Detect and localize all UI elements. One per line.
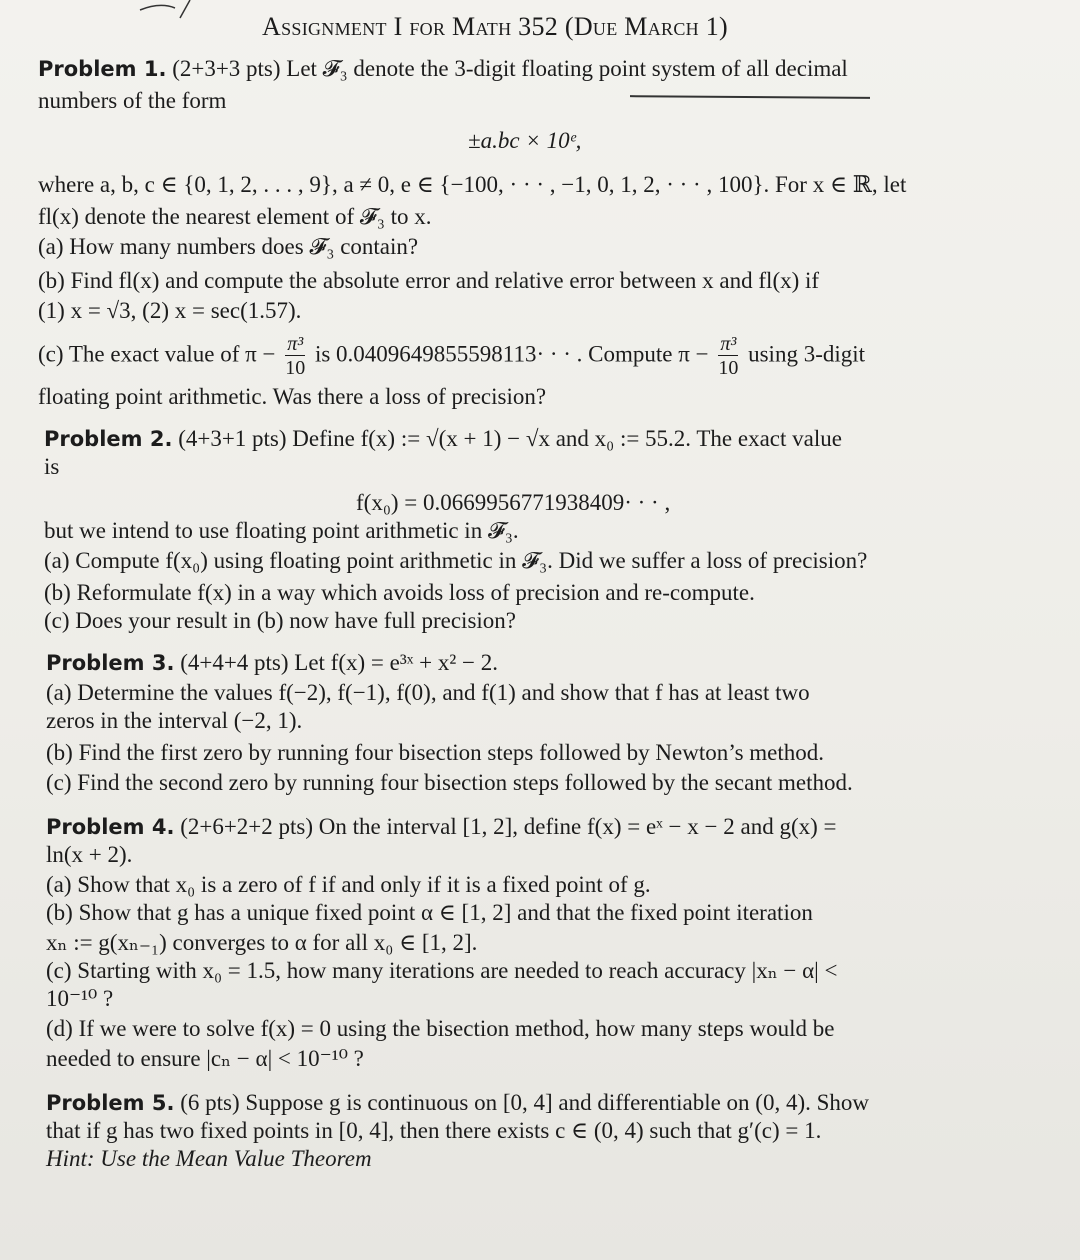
problem-3-heading: Problem 3. (46, 651, 175, 675)
problem-1-part-a: (a) How many numbers does 𝓕₃ contain? (38, 234, 419, 259)
problem-5-intro (46, 1090, 869, 1116)
problem-1-line-3: where a, b, c ∈ {0, 1, 2, . . . , 9}, a ≠ 0, e ∈ {−100, · · · , −1, 0, 1, 2, · · · , 100}. For x ∈ ℝ, let (38, 172, 907, 197)
problem-5-text: (6 pts) Suppose g is continuous on [0, 4] and differentiable on (0, 4). Show (180, 1090, 870, 1115)
problem-2-part-c: (c) Does your result in (b) now have full precision? (44, 608, 516, 633)
problem-1-part-b-line-2: (1) x = √3, (2) x = sec(1.57). (38, 298, 302, 323)
problem-5-heading: Problem 5. (46, 1091, 175, 1115)
part-c-mid: is 0.0409649855598113· · · . Compute π − (314, 341, 709, 367)
problem-3-part-a-line-2: zeros in the interval (−2, 1). (46, 708, 303, 733)
problem-2-text: (4+3+1 pts) Define f(x) := √(x + 1) − √x and x₀ := 55.2. The exact value (178, 426, 842, 451)
problem-5-line-2: that if g has two fixed points in [0, 4], then there exists c ∈ (0, 4) such that g′(c) = 1. (46, 1118, 822, 1143)
fraction-denominator-second: 10 (718, 357, 739, 379)
fraction-numerator: π³ (287, 333, 304, 355)
problem-4-part-b-line-1: (b) Show that g has a unique fixed point α ∈ [1, 2] and that the fixed point iteration (46, 900, 813, 925)
pen-scribble (120, 0, 240, 20)
problem-2-part-b: (b) Reformulate f(x) in a way which avoids loss of precision and re-compute. (44, 580, 755, 605)
fraction-numerator-second: π³ (720, 333, 737, 355)
problem-1-heading: Problem 1. (38, 57, 167, 81)
problem-1-line-4: fl(x) denote the nearest element of 𝓕₃ to x. (38, 204, 432, 229)
problem-5-hint: Hint: Use the Mean Value Theorem (46, 1146, 372, 1171)
problem-2-heading: Problem 2. (44, 427, 173, 451)
problem-1-intro (38, 56, 848, 82)
fraction-pi-cubed-over-10 (285, 334, 305, 378)
problem-4-intro (46, 814, 837, 840)
fraction-denominator: 10 (285, 357, 306, 379)
problem-4-part-d-line-2: needed to ensure |cₙ − α| < 10⁻¹⁰ ? (46, 1046, 364, 1071)
problem-1-text: (2+3+3 pts) Let 𝓕₃ denote the 3-digit floating point system of all decimal (172, 56, 848, 81)
problem-3-text: (4+4+4 pts) Let f(x) = e³ˣ + x² − 2. (180, 650, 498, 675)
fraction-pi-cubed-over-10-second (718, 334, 738, 378)
part-c-post: using 3-digit (748, 341, 866, 367)
problem-4-part-d-line-1: (d) If we were to solve f(x) = 0 using the bisection method, how many steps would be (46, 1016, 835, 1041)
problem-2-part-a: (a) Compute f(x₀) using floating point arithmetic in 𝓕₃. Did we suffer a loss of precision? (44, 548, 868, 573)
problem-4-heading: Problem 4. (46, 815, 175, 839)
problem-3-part-a-line-1: (a) Determine the values f(−2), f(−1), f(0), and f(1) and show that f has at least two (46, 680, 810, 705)
problem-3-intro (46, 650, 498, 676)
problem-2-line-2: is (44, 454, 60, 479)
problem-1-part-c (38, 334, 865, 378)
problem-1-formula: ±a.bc × 10ᵉ, (468, 128, 582, 153)
problem-3-part-b: (b) Find the first zero by running four bisection steps followed by Newton’s method. (46, 740, 825, 765)
problem-2-line-3: but we intend to use floating point arithmetic in 𝓕₃. (44, 518, 519, 543)
problem-2-intro (44, 426, 842, 452)
page-title: Assignment I for Math 352 (Due March 1) (262, 12, 728, 41)
problem-4-part-a: (a) Show that x₀ is a zero of f if and only if it is a fixed point of g. (46, 872, 651, 897)
problem-1-part-b-line-1: (b) Find fl(x) and compute the absolute error and relative error between x and fl(x) if (38, 268, 820, 293)
problem-2-formula: f(x₀) = 0.0669956771938409· · · , (356, 490, 671, 515)
problem-4-part-b-line-2: xₙ := g(xₙ₋₁) converges to α for all x₀ ∈ [1, 2]. (46, 930, 478, 955)
problem-4-part-c-line-1: (c) Starting with x₀ = 1.5, how many iterations are needed to reach accuracy |xₙ − α| < (46, 958, 838, 983)
problem-1-line-2: numbers of the form (38, 88, 227, 113)
problem-3-part-c: (c) Find the second zero by running four bisection steps followed by the secant method. (46, 770, 853, 795)
pen-underline (630, 95, 870, 99)
part-c-pre: (c) The exact value of π − (38, 341, 276, 367)
problem-4-text: (2+6+2+2 pts) On the interval [1, 2], define f(x) = eˣ − x − 2 and g(x) = (180, 814, 837, 839)
problem-4-line-2: ln(x + 2). (46, 842, 133, 867)
problem-4-part-c-line-2: 10⁻¹⁰ ? (46, 986, 114, 1011)
problem-1-part-c-line-2: floating point arithmetic. Was there a loss of precision? (38, 384, 547, 409)
